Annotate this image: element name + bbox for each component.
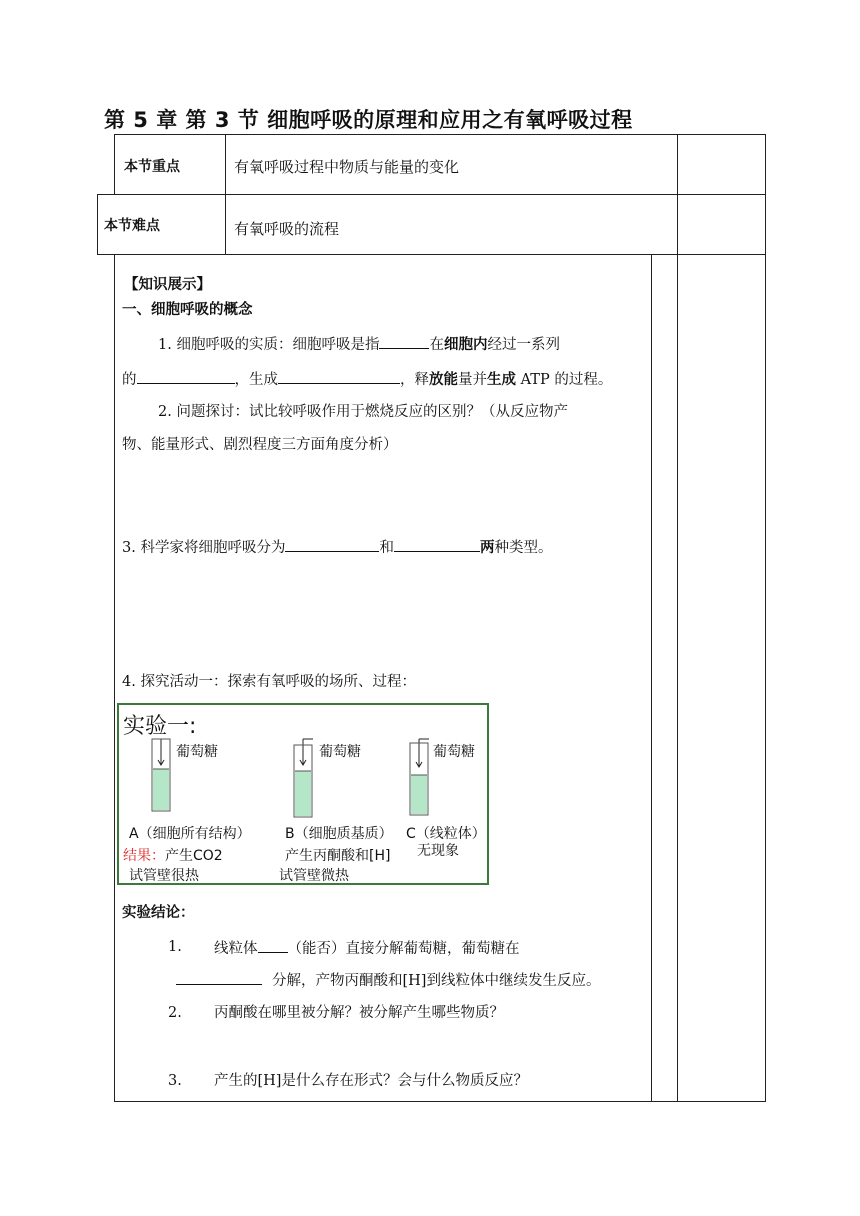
table-divider-notes	[677, 134, 678, 1101]
question-2-line2: 物、能量形式、剧烈程度三方面角度分析）	[122, 437, 398, 453]
result-label: 结果：	[123, 848, 165, 864]
figure-title: 实验一:	[123, 714, 197, 739]
table-divider-notes-main	[651, 254, 652, 1101]
result-a-line1: 结果：产生CO2	[123, 848, 223, 864]
section-heading: 一、细胞呼吸的概念	[122, 302, 253, 318]
result-c: 无现象	[417, 843, 459, 859]
row-label-focus: 本节重点	[124, 159, 180, 175]
blank	[176, 969, 262, 985]
row-content-focus: 有氧呼吸过程中物质与能量的变化	[234, 158, 460, 176]
row-content-difficulty: 有氧呼吸的流程	[234, 220, 340, 238]
blank	[278, 368, 400, 384]
table-border-right	[765, 134, 766, 1101]
conclusion-2: 丙酮酸在哪里被分解？被分解产生哪些物质？	[214, 1005, 504, 1021]
page-title: 第 5 章 第 3 节 细胞呼吸的原理和应用之有氧呼吸过程	[104, 108, 633, 132]
question-1-line1: 1. 细胞呼吸的实质：细胞呼吸是指 在细胞内经过一系列	[158, 333, 560, 355]
question-4: 4. 探究活动一：探索有氧呼吸的场所、过程：	[122, 674, 416, 690]
blank	[258, 937, 288, 953]
result-b-line2: 试管壁微热	[279, 868, 349, 884]
conclusion-header: 实验结论：	[122, 905, 195, 921]
tube-a-label: A（细胞所有结构）	[129, 826, 251, 842]
conclusion-1-line2: 分解，产物丙酮酸和[H]到线粒体中继续发生反应。	[176, 969, 600, 991]
tube-c-label: C（线粒体）	[406, 826, 486, 842]
table-border-left-row2	[97, 194, 98, 254]
test-tubes-diagram	[119, 705, 487, 825]
blank	[379, 333, 429, 349]
blank	[285, 536, 379, 552]
conclusion-3: 产生的[H]是什么存在形式？会与什么物质反应？	[214, 1073, 528, 1089]
tube-c-glucose-label: 葡萄糖	[433, 744, 475, 760]
table-border-bottom	[114, 1101, 766, 1102]
conclusion-1-line1: 线粒体 （能否）直接分解葡萄糖，葡萄糖在	[214, 937, 520, 959]
blank	[137, 368, 235, 384]
table-border-left-main	[114, 254, 115, 1101]
blank	[394, 536, 480, 552]
tube-a-glucose-label: 葡萄糖	[176, 744, 218, 760]
row-label-difficulty: 本节难点	[104, 218, 160, 234]
question-1-line2: 的 ，生成 ，释放能量并生成 ATP 的过程。	[122, 368, 612, 390]
tube-b-glucose-label: 葡萄糖	[319, 744, 361, 760]
experiment-figure	[117, 703, 489, 885]
result-a-line2: 试管壁很热	[129, 868, 199, 884]
test-tube-c	[410, 739, 429, 815]
result-b-line1: 产生丙酮酸和[H]	[285, 848, 391, 864]
test-tube-a	[152, 739, 170, 811]
knowledge-header: 【知识展示】	[124, 277, 211, 293]
table-divider-label	[225, 134, 226, 254]
tube-b-label: B（细胞质基质）	[285, 826, 393, 842]
question-3: 3. 科学家将细胞呼吸分为 和 两种类型。	[122, 536, 552, 558]
question-2-line1: 2. 问题探讨：试比较呼吸作用于燃烧反应的区别？（从反应物产	[158, 404, 568, 420]
table-border-top	[114, 134, 766, 135]
conclusion-1-number: 1.	[168, 939, 182, 955]
table-border-row1	[97, 194, 766, 195]
table-border-row2	[97, 254, 766, 255]
conclusion-2-number: 2.	[168, 1005, 182, 1021]
conclusion-3-number: 3.	[168, 1073, 182, 1089]
table-border-left-row1	[114, 134, 115, 194]
test-tube-b	[294, 739, 313, 817]
